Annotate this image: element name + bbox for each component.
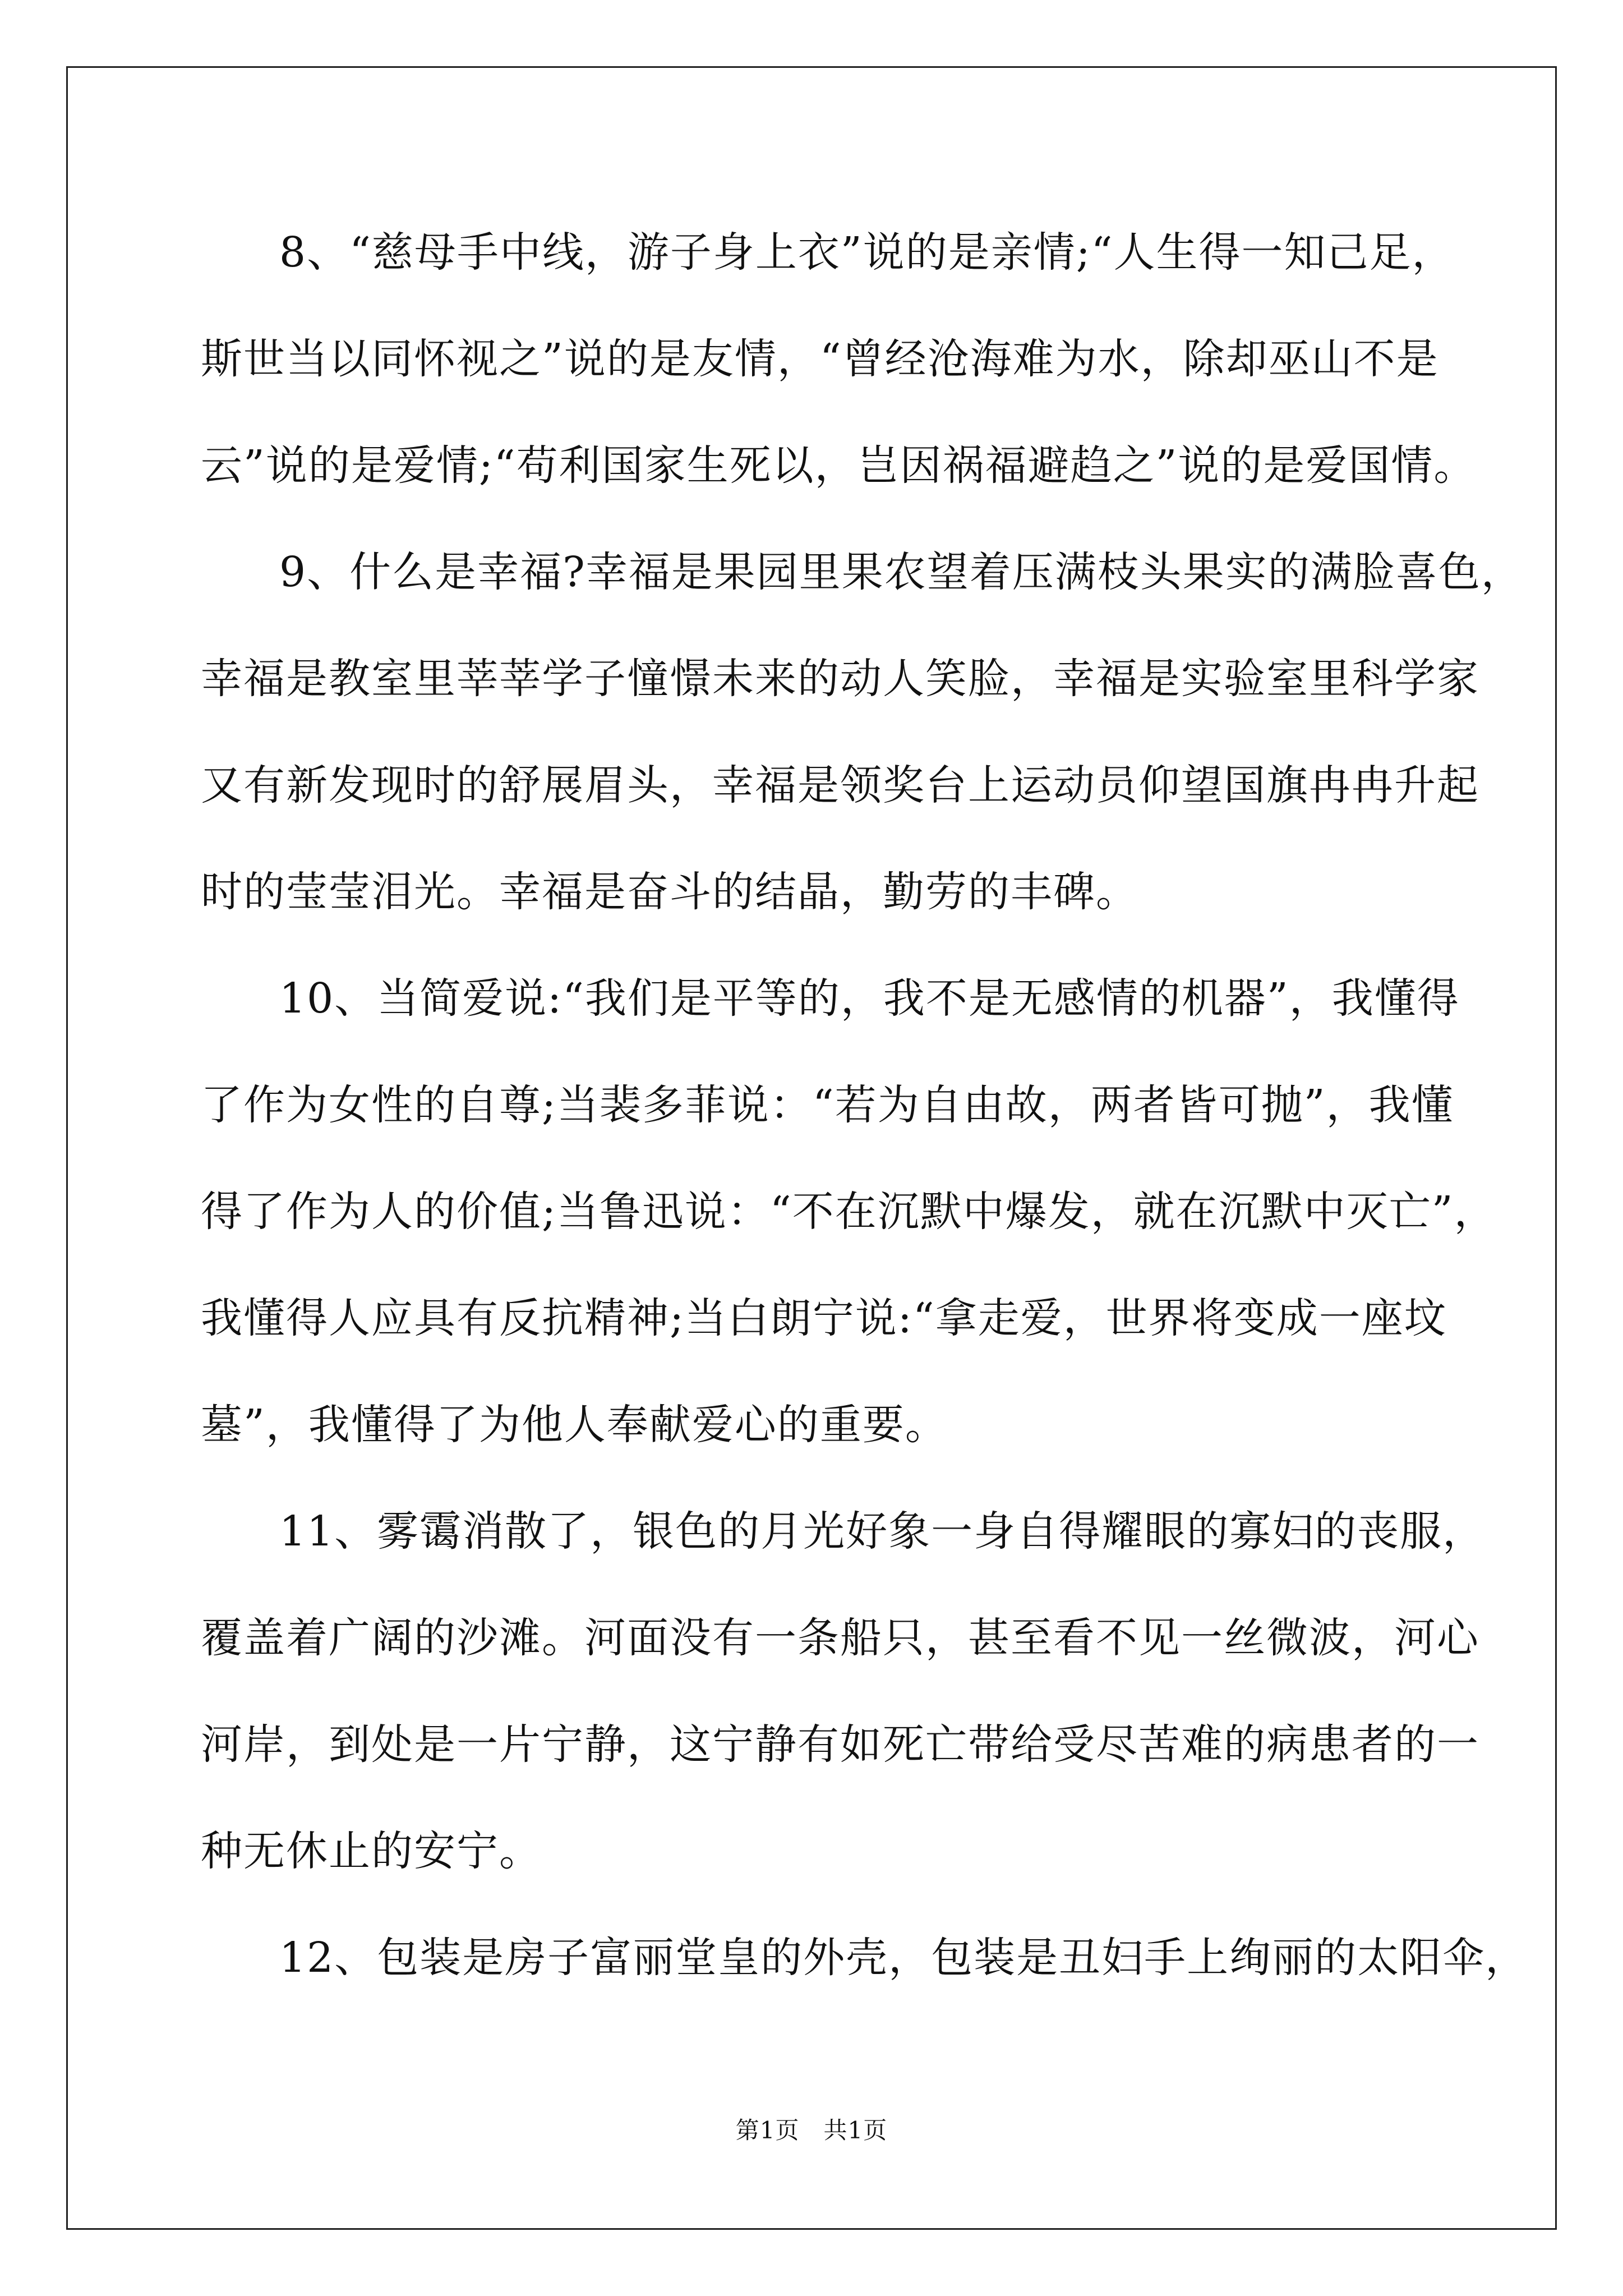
paragraph-10-line-5: 墓”，我懂得了为他人奉献爱心的重要。 [201,1401,948,1449]
paragraph-10-line-1: 10、当简爱说:“我们是平等的，我不是无感情的机器”，我懂得 [279,974,1460,1023]
paragraph-11-line-1: 11、雾霭消散了，银色的月光好象一身自得耀眼的寡妇的丧服， [279,1507,1486,1556]
paragraph-8-line-2: 斯世当以同怀视之”说的是友情，“曾经沧海难为水，除却巫山不是 [201,335,1439,383]
paragraph-12-line-1: 12、包装是房子富丽堂皇的外壳，包装是丑妇手上绚丽的太阳伞， [279,1934,1528,1982]
paragraph-9-line-3: 又有新发现时的舒展眉头，幸福是领奖台上运动员仰望国旗冉冉升起 [201,761,1479,809]
paragraph-9-line-4: 时的莹莹泪光。幸福是奋斗的结晶，勤劳的丰碑。 [201,868,1138,916]
paragraph-8-line-3: 云”说的是爱情;“苟利国家生死以，岂因祸福避趋之”说的是爱国情。 [201,441,1477,490]
paragraph-10-line-3: 得了作为人的价值;当鲁迅说：“不在沉默中爆发，就在沉默中灭亡”， [201,1188,1497,1236]
paragraph-10-line-4: 我懂得人应具有反抗精神;当白朗宁说:“拿走爱，世界将变成一座坟 [201,1294,1447,1342]
paragraph-9-line-1: 9、什么是幸福?幸福是果园里果农望着压满枝头果实的满脸喜色， [279,548,1524,596]
paragraph-11-line-4: 种无休止的安宁。 [201,1827,542,1875]
paragraph-10-line-2: 了作为女性的自尊;当裴多菲说：“若为自由故，两者皆可抛”，我懂 [201,1081,1454,1129]
paragraph-11-line-2: 覆盖着广阔的沙滩。河面没有一条船只，甚至看不见一丝微波，河心 [201,1614,1479,1662]
page-border [66,66,1557,2230]
paragraph-8-line-1: 8、“慈母手中线，游子身上衣”说的是亲情;“人生得一知己足， [279,228,1455,277]
paragraph-11-line-3: 河岸，到处是一片宁静，这宁静有如死亡带给受尽苦难的病患者的一 [201,1720,1479,1769]
paragraph-9-line-2: 幸福是教室里莘莘学子憧憬未来的动人笑脸，幸福是实验室里科学家 [201,655,1479,703]
page-footer: 第1页 共1页 [735,2116,888,2144]
